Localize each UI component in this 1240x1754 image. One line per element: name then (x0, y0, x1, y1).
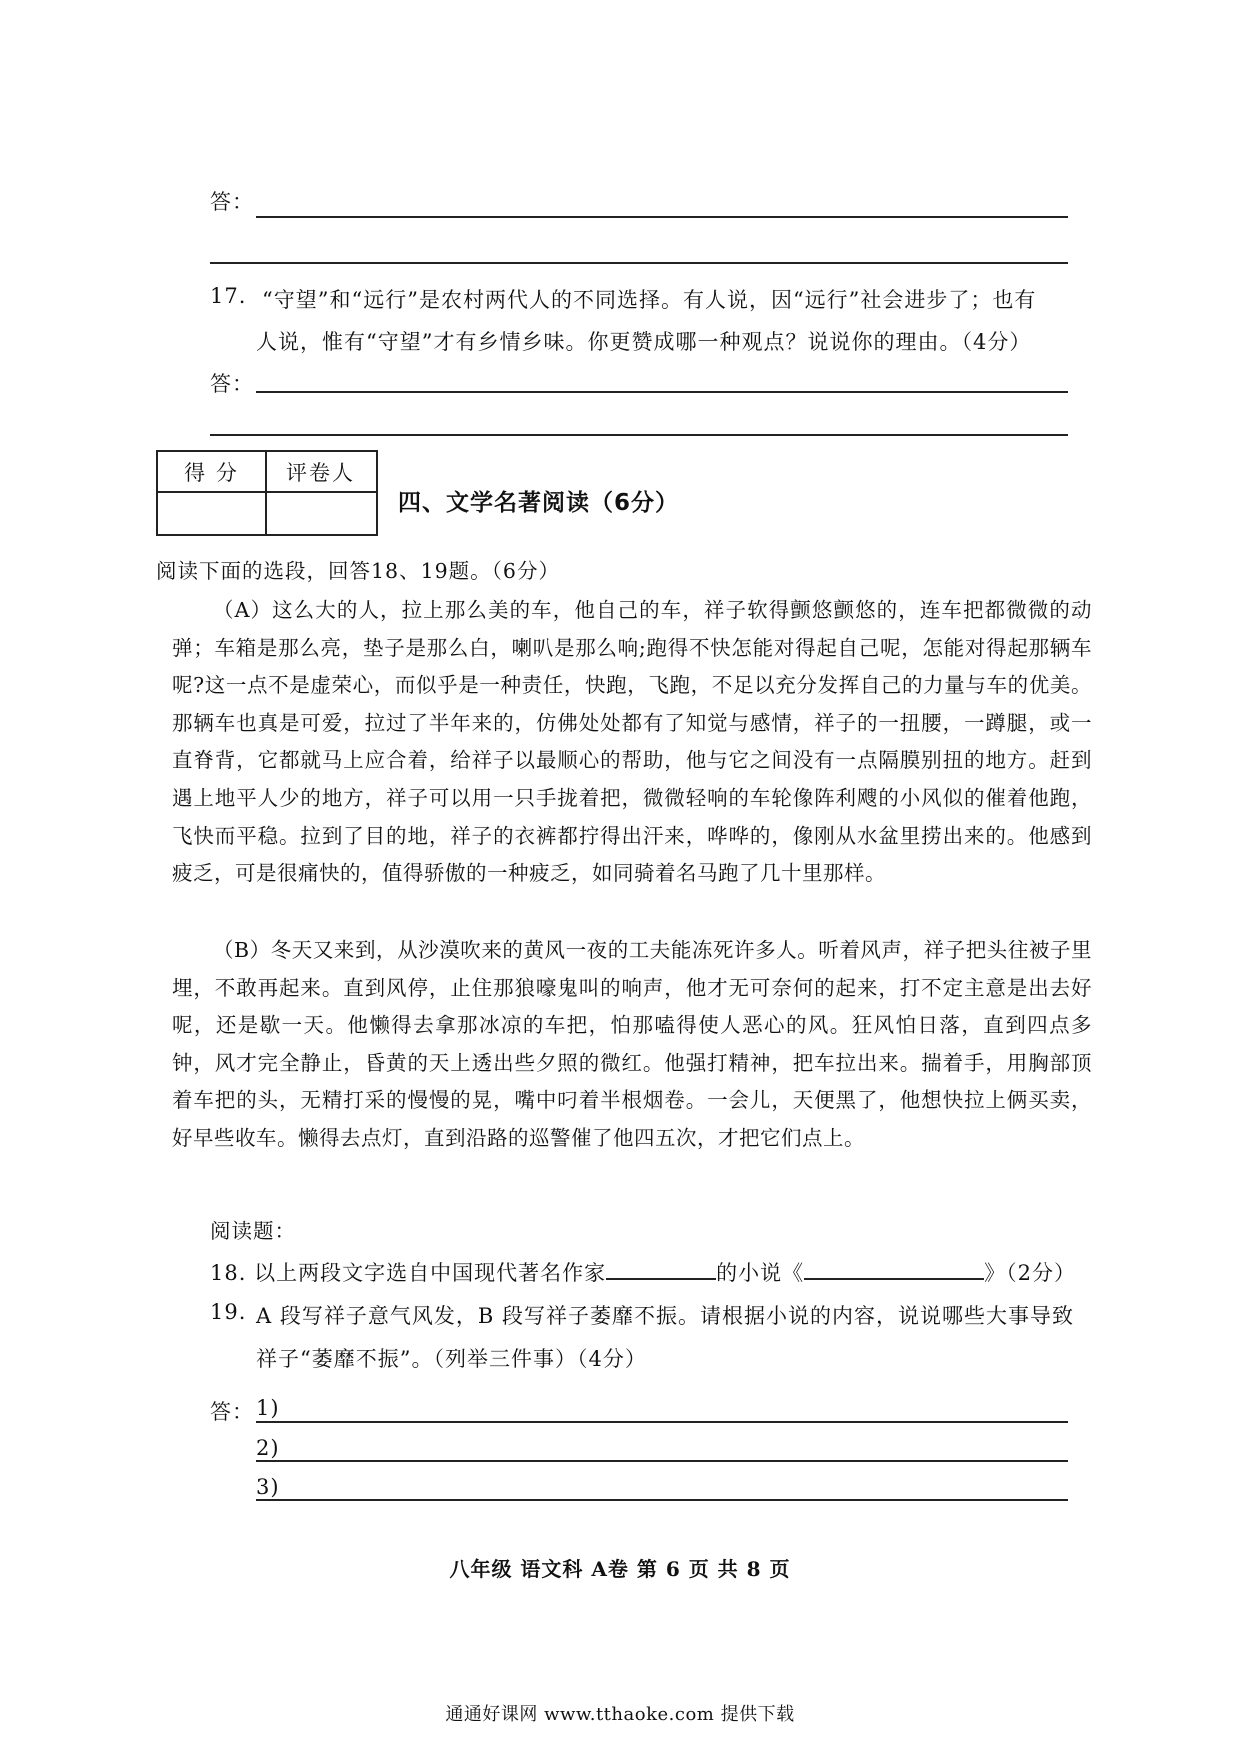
page-footer: 八年级 语文科 A卷 第 6 页 共 8 页 (449, 1557, 791, 1581)
q19-answer-label: 答： (210, 1400, 254, 1424)
q16-answer-line-1[interactable] (256, 216, 1068, 218)
grader-cell[interactable] (265, 493, 376, 534)
download-watermark: 通通好课网 www.tthaoke.com 提供下载 (445, 1704, 795, 1725)
q17-number: 17. (210, 284, 247, 308)
passage-a-text: （A）这么大的人，拉上那么美的车，他自己的车，祥子软得颤悠颤悠的，连车把都微微的动弹；车箱是那么亮，垫子是那么白，喇叭是那么响;跑得不快怎能对得起自己呢，怎能对得起那辆车呢?这一点不是虚荣心，而似乎是一种责任，快跑，飞跑，不足以充分发挥自己的力量与车的优美。那辆车也真是可爱，拉过了半年来的，仿佛处处都有了知觉与感情，祥子的一扭腰，一蹲腿，或一直脊背，它都就马上应合着，给祥子以最顺心的帮助，他与它之间没有一点隔膜别扭的地方。赶到遇上地平人少的地方，祥子可以用一只手拢着把，微微轻响的车轮像阵利飕的小风似的催着他跑，飞快而平稳。拉到了目的地，祥子的衣裤都拧得出汗来，哗哗的，像刚从水盆里捞出来的。他感到疲乏，可是很痛快的，值得骄傲的一种疲乏，如同骑着名马跑了几十里那样。 (172, 598, 1092, 886)
passage-b (172, 932, 1092, 1202)
passage-a (172, 592, 1092, 932)
q18-title-blank[interactable] (804, 1278, 984, 1280)
q18-text-3: 》（2分） (984, 1261, 1076, 1285)
q18-number: 18. (210, 1261, 247, 1285)
score-cell[interactable] (158, 493, 265, 534)
q18-author-blank[interactable] (606, 1278, 716, 1280)
q17-answer-line-2[interactable] (210, 434, 1068, 436)
q18-text-1: 以上两段文字选自中国现代著名作家 (254, 1261, 607, 1285)
q19-answer-line-2[interactable] (256, 1460, 1068, 1462)
q19-answer-3-label: 3) (256, 1475, 280, 1499)
score-header: 得 分 (184, 460, 239, 485)
section-title: 四、文学名著阅读（6分） (398, 490, 680, 516)
q17-text-line-2: 人说，惟有“守望”才有乡情乡味。你更赞成哪一种观点？说说你的理由。（4分） (256, 330, 1032, 354)
q19-answer-2-label: 2) (256, 1436, 280, 1460)
q19-answer-1-label: 1) (256, 1396, 280, 1420)
q16-answer-line-2[interactable] (210, 262, 1068, 264)
q18-text-2: 的小说《 (716, 1261, 805, 1285)
q19-text-line-2: 祥子“萎靡不振”。（列举三件事）（4分） (256, 1347, 647, 1371)
section-instruction: 阅读下面的选段，回答18、19题。（6分） (156, 559, 560, 583)
q17-answer-label: 答： (210, 372, 254, 396)
passage-b-text: （B）冬天又来到，从沙漠吹来的黄风一夜的工夫能冻死许多人。听着风声，祥子把头往被子里埋，不敢再起来。直到风停，止住那狼嚎鬼叫的响声，他才无可奈何的起来，打不定主意是出去好呢，还是歇一天。他懒得去拿那冰凉的车把，怕那嗑得使人恶心的风。狂风怕日落，直到四点多钟，风才完全静止，昏黄的天上透出些夕照的微红。他强打精神，把车拉出来。揣着手，用胸部顶着车把的头，无精打采的慢慢的晃，嘴中叼着半根烟卷。一会儿，天便黑了，他想快拉上俩买卖，好早些收车。懒得去点灯，直到沿路的巡警催了他四五次，才把它们点上。 (172, 938, 1092, 1150)
q19-text-line-1: A 段写祥子意气风发，B 段写祥子萎靡不振。请根据小说的内容，说说哪些大事导致 (256, 1304, 1074, 1328)
q19-answer-line-1[interactable] (256, 1421, 1068, 1423)
q19-answer-line-3[interactable] (256, 1499, 1068, 1501)
q18 (210, 1257, 1076, 1287)
q17-answer-line-1[interactable] (256, 391, 1068, 393)
score-table (156, 450, 378, 536)
grader-header: 评卷人 (286, 460, 355, 485)
reading-label: 阅读题： (210, 1219, 296, 1243)
q19-number: 19. (210, 1300, 247, 1324)
q17-text-line-1: “守望”和“远行”是农村两代人的不同选择。有人说，因“远行”社会进步了；也有 (262, 288, 1037, 312)
q16-answer-label: 答： (210, 190, 254, 214)
